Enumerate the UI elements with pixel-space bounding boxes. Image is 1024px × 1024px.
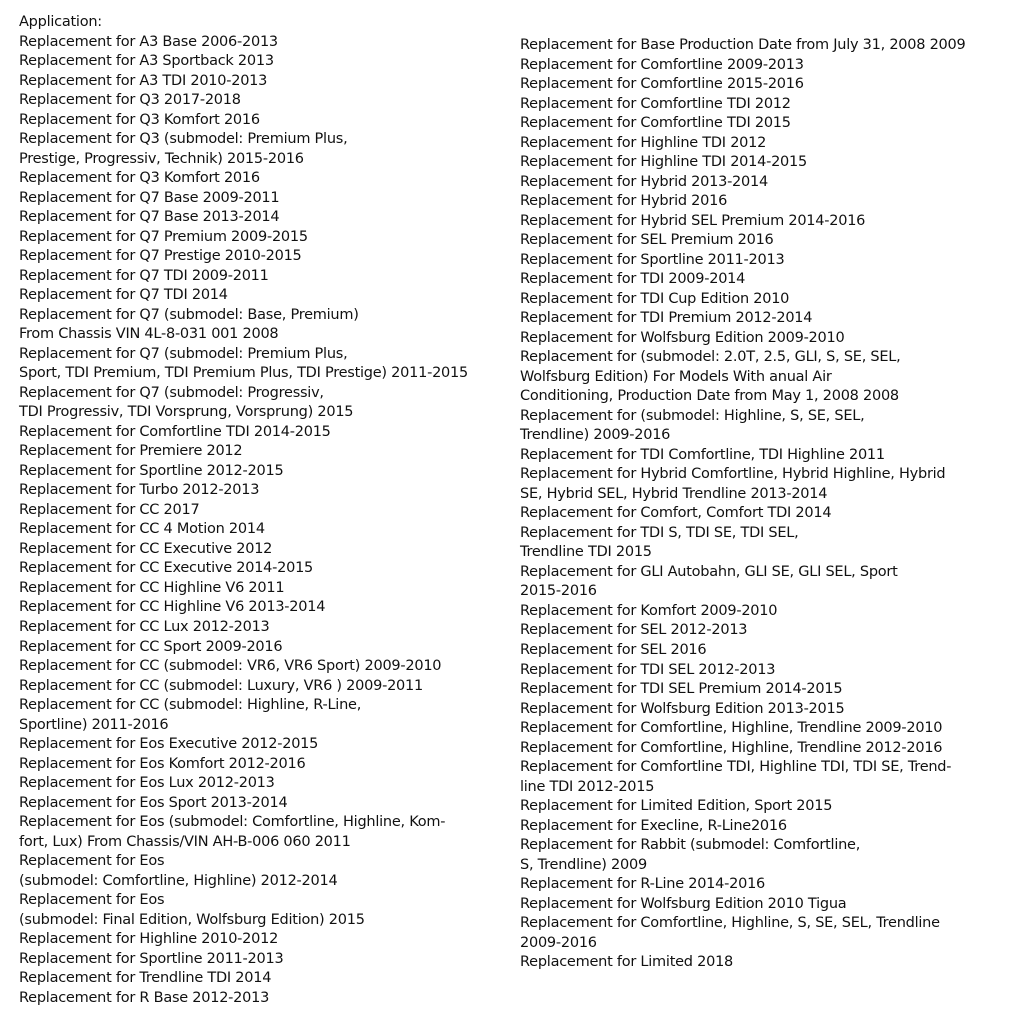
application-line: Replacement for CC (submodel: Highline, R-Line, bbox=[19, 697, 362, 714]
application-line: Replacement for Wolfsburg Edition 2009-2010 bbox=[520, 329, 845, 346]
application-line: Sport, TDI Premium, TDI Premium Plus, TDI Prestige) 2011-2015 bbox=[19, 365, 468, 382]
application-line: Replacement for Trendline TDI 2014 bbox=[19, 970, 272, 987]
application-line: Trendline TDI 2015 bbox=[520, 544, 652, 561]
application-line: (submodel: Final Edition, Wolfsburg Edition) 2015 bbox=[19, 911, 365, 928]
application-line: S, Trendline) 2009 bbox=[520, 856, 647, 873]
application-line: Replacement for TDI 2009-2014 bbox=[520, 271, 746, 288]
application-line: Replacement for Wolfsburg Edition 2013-2015 bbox=[520, 700, 845, 717]
application-line: SE, Hybrid SEL, Hybrid Trendline 2013-2014 bbox=[520, 485, 828, 502]
application-line: Replacement for Eos (submodel: Comfortline, Highline, Kom- bbox=[19, 814, 446, 831]
application-line: Replacement for Comfortline, Highline, Trendline 2009-2010 bbox=[520, 720, 943, 737]
application-line: Replacement for Q7 Base 2009-2011 bbox=[19, 189, 280, 206]
left-column bbox=[19, 13, 509, 1008]
application-line: Replacement for Q3 (submodel: Premium Plus, bbox=[19, 131, 348, 148]
application-line: Replacement for SEL Premium 2016 bbox=[520, 232, 774, 249]
application-line: TDI Progressiv, TDI Vorsprung, Vorsprung) 2015 bbox=[19, 404, 354, 421]
application-line: Replacement for Wolfsburg Edition 2010 Tigua bbox=[520, 895, 847, 912]
application-line: Replacement for Eos Executive 2012-2015 bbox=[19, 736, 319, 753]
application-line: Replacement for A3 Sportback 2013 bbox=[19, 53, 274, 70]
application-line: Replacement for Q7 (submodel: Premium Plus, bbox=[19, 345, 348, 362]
application-line: 2015-2016 bbox=[520, 583, 597, 600]
application-line: Replacement for Limited Edition, Sport 2015 bbox=[520, 798, 833, 815]
application-line: Replacement for TDI S, TDI SE, TDI SEL, bbox=[520, 524, 799, 541]
application-line: Replacement for Comfortline 2009-2013 bbox=[520, 56, 804, 73]
application-line: Replacement for Q7 Base 2013-2014 bbox=[19, 209, 280, 226]
application-line: Replacement for SEL 2016 bbox=[520, 641, 707, 658]
application-line: Replacement for Sportline 2012-2015 bbox=[19, 462, 284, 479]
application-line: Replacement for CC Sport 2009-2016 bbox=[19, 638, 283, 655]
application-line: Replacement for SEL 2012-2013 bbox=[520, 622, 748, 639]
application-line: Replacement for Sportline 2011-2013 bbox=[520, 251, 785, 268]
application-line: Replacement for TDI SEL Premium 2014-2015 bbox=[520, 681, 843, 698]
application-line: Replacement for CC Highline V6 2011 bbox=[19, 579, 285, 596]
application-line: Replacement for Sportline 2011-2013 bbox=[19, 950, 284, 967]
application-line: line TDI 2012-2015 bbox=[520, 778, 655, 795]
application-line: Replacement for Q3 Komfort 2016 bbox=[19, 170, 260, 187]
application-line: Replacement for TDI SEL 2012-2013 bbox=[520, 661, 776, 678]
application-line: Wolfsburg Edition) For Models With anual Air bbox=[520, 368, 832, 385]
application-line: Replacement for CC (submodel: Luxury, VR6 ) 2009-2011 bbox=[19, 677, 423, 694]
application-line: Replacement for Limited 2018 bbox=[520, 954, 734, 971]
application-line: Replacement for Q7 Premium 2009-2015 bbox=[19, 228, 308, 245]
application-line: Replacement for Comfortline TDI 2012 bbox=[520, 95, 791, 112]
application-line: Replacement for Q7 Prestige 2010-2015 bbox=[19, 248, 302, 265]
application-line: Replacement for CC Executive 2012 bbox=[19, 540, 273, 557]
application-line: Replacement for A3 Base 2006-2013 bbox=[19, 33, 278, 50]
application-line: Replacement for Turbo 2012-2013 bbox=[19, 482, 260, 499]
application-line: Replacement for Highline TDI 2014-2015 bbox=[520, 154, 807, 171]
application-line: Replacement for CC 2017 bbox=[19, 501, 200, 518]
application-line: Replacement for Comfortline TDI 2014-2015 bbox=[19, 423, 331, 440]
application-line: Replacement for Q7 TDI 2009-2011 bbox=[19, 267, 269, 284]
application-line: Replacement for Highline 2010-2012 bbox=[19, 931, 279, 948]
application-line: Replacement for (submodel: 2.0T, 2.5, GLI, S, SE, SEL, bbox=[520, 349, 901, 366]
application-line: Replacement for Comfort, Comfort TDI 2014 bbox=[520, 505, 832, 522]
application-line: Replacement for Hybrid SEL Premium 2014-2016 bbox=[520, 212, 866, 229]
application-line: Replacement for Q3 Komfort 2016 bbox=[19, 111, 260, 128]
application-line: Replacement for Eos Lux 2012-2013 bbox=[19, 775, 275, 792]
application-line: Replacement for Komfort 2009-2010 bbox=[520, 602, 778, 619]
application-line: Replacement for GLI Autobahn, GLI SE, GLI SEL, Sport bbox=[520, 563, 898, 580]
application-line: Sportline) 2011-2016 bbox=[19, 716, 169, 733]
application-line: Replacement for Base Production Date from July 31, 2008 2009 bbox=[520, 37, 966, 53]
application-line: Replacement for Comfortline TDI 2015 bbox=[520, 115, 791, 132]
application-line: Replacement for Comfortline, Highline, Trendline 2012-2016 bbox=[520, 739, 943, 756]
application-line: Replacement for TDI Cup Edition 2010 bbox=[520, 290, 790, 307]
right-column bbox=[520, 36, 1015, 973]
application-line: Replacement for Hybrid 2016 bbox=[520, 193, 728, 210]
application-line: Replacement for CC Executive 2014-2015 bbox=[19, 560, 314, 577]
application-line: Replacement for CC 4 Motion 2014 bbox=[19, 521, 265, 538]
application-line: Replacement for Comfortline 2015-2016 bbox=[520, 76, 804, 93]
application-line: Application: bbox=[19, 14, 102, 30]
application-line: Conditioning, Production Date from May 1, 2008 2008 bbox=[520, 388, 899, 405]
application-line: Replacement for Hybrid Comfortline, Hybrid Highline, Hybrid bbox=[520, 466, 946, 483]
application-line: Prestige, Progressiv, Technik) 2015-2016 bbox=[19, 150, 304, 167]
application-line: Replacement for A3 TDI 2010-2013 bbox=[19, 72, 268, 89]
application-line: Replacement for TDI Premium 2012-2014 bbox=[520, 310, 813, 327]
application-line: From Chassis VIN 4L-8-031 001 2008 bbox=[19, 326, 279, 343]
application-line: Replacement for (submodel: Highline, S, SE, SEL, bbox=[520, 407, 865, 424]
application-line: 2009-2016 bbox=[520, 934, 597, 951]
application-line: Replacement for Q7 (submodel: Progressiv, bbox=[19, 384, 324, 401]
application-line: Replacement for TDI Comfortline, TDI Highline 2011 bbox=[520, 446, 885, 463]
application-line: Replacement for R-Line 2014-2016 bbox=[520, 876, 766, 893]
application-line: Replacement for Eos Komfort 2012-2016 bbox=[19, 755, 306, 772]
application-line: Trendline) 2009-2016 bbox=[520, 427, 671, 444]
application-line: fort, Lux) From Chassis/VIN AH-B-006 060 2011 bbox=[19, 833, 351, 850]
application-line: Replacement for Q7 TDI 2014 bbox=[19, 287, 228, 304]
application-line: Replacement for Eos bbox=[19, 853, 165, 870]
application-line: Replacement for Execline, R-Line2016 bbox=[520, 817, 787, 834]
application-line: Replacement for Rabbit (submodel: Comfortline, bbox=[520, 837, 861, 854]
application-line: Replacement for Q3 2017-2018 bbox=[19, 92, 241, 109]
application-line: Replacement for Eos Sport 2013-2014 bbox=[19, 794, 288, 811]
application-line: Replacement for Comfortline, Highline, S, SE, SEL, Trendline bbox=[520, 915, 940, 932]
application-line: Replacement for Hybrid 2013-2014 bbox=[520, 173, 768, 190]
application-line: Replacement for CC Highline V6 2013-2014 bbox=[19, 599, 326, 616]
application-line: Replacement for R Base 2012-2013 bbox=[19, 989, 270, 1006]
application-line: Replacement for CC (submodel: VR6, VR6 Sport) 2009-2010 bbox=[19, 658, 442, 675]
application-line: Replacement for Eos bbox=[19, 892, 165, 909]
application-line: Replacement for Q7 (submodel: Base, Premium) bbox=[19, 306, 359, 323]
application-line: (submodel: Comfortline, Highline) 2012-2014 bbox=[19, 872, 338, 889]
application-line: Replacement for Comfortline TDI, Highline TDI, TDI SE, Trend- bbox=[520, 759, 952, 776]
application-line: Replacement for Highline TDI 2012 bbox=[520, 134, 767, 151]
application-line: Replacement for CC Lux 2012-2013 bbox=[19, 618, 270, 635]
application-line: Replacement for Premiere 2012 bbox=[19, 443, 243, 460]
